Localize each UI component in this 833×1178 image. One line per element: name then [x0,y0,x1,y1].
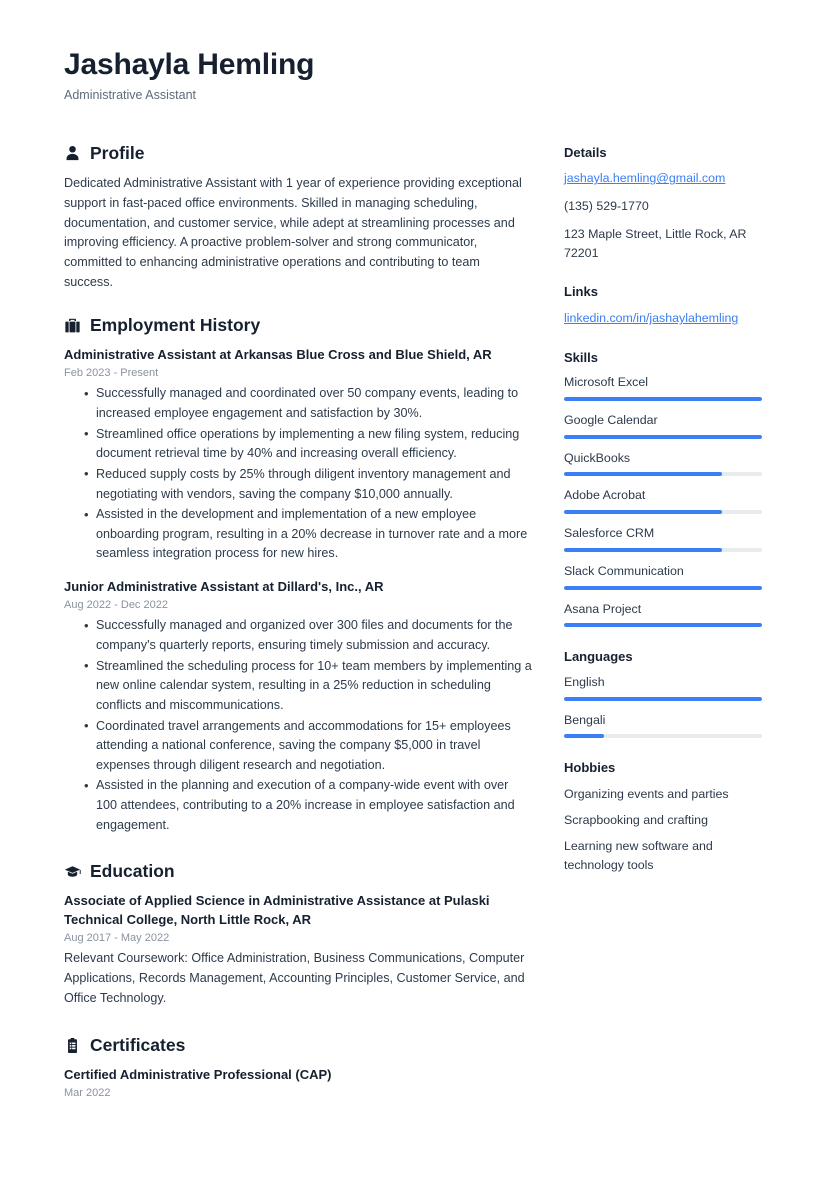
section-education-title: Education [90,861,175,882]
bullet-item: • Coordinated travel arrangements and accommodations for 15+ employees attending a national conference, saving the company $5,000 in travel expenses through diligent research and negotiation. [84,717,532,776]
sidebar-languages-title: Languages [564,649,633,665]
employment-entry-date: Feb 2023 - Present [64,366,159,379]
resume-body [64,143,775,1124]
bullet-item: • Streamlined the scheduling process for 10+ team members by implementing a new online calendar system, resulting in a 25% reduction in scheduling conflicts and miscommunications. [84,657,532,716]
skill-row [564,601,774,628]
skill-fill [564,510,722,514]
sidebar-languages [564,649,774,738]
certificate-entry-title: Certified Administrative Professional (CAP) [64,1067,332,1083]
education-entry-title: Associate of Applied Science in Administrative Assistance at Pulaski Technical College, North Little Rock, AR [64,893,490,928]
education-entry-date: Aug 2017 - May 2022 [64,932,170,945]
certificate-entry-date: Mar 2022 [64,1086,111,1099]
sidebar-skills [564,350,774,628]
candidate-job-title: Administrative Assistant [64,87,196,102]
skill-fill [564,397,762,401]
section-education [64,861,532,1009]
clipboard-icon [64,1037,81,1054]
skill-label: Asana Project [564,601,642,616]
person-icon [64,145,81,162]
bullet-item: • Successfully managed and organized over 300 files and documents for the company's quarterly reports, ensuring timely submission and accuracy. [84,616,532,655]
skill-fill [564,623,762,627]
sidebar-details [564,145,774,263]
certificate-entry [64,1066,532,1101]
section-certificates [64,1035,532,1101]
sidebar-hobbies [564,760,774,874]
language-label: Bengali [564,712,606,727]
skill-fill [564,548,722,552]
skill-label: Slack Communication [564,563,684,578]
phone-text: (135) 529-1770 [564,198,649,213]
skill-track [564,435,762,439]
language-label: English [564,675,605,690]
sidebar-skills-title: Skills [564,349,598,365]
language-track [564,734,762,738]
address-text: 123 Maple Street, Little Rock, AR 72201 [564,226,747,260]
hobby-item: Scrapbooking and crafting [564,812,708,827]
section-education-header [64,861,532,882]
section-profile-header [64,143,532,164]
section-profile-title: Profile [90,142,145,163]
bullet-item: • Assisted in the planning and execution of a company-wide event with over 100 attendees, contributing to a 20% increase in employee satisfaction and engagement. [84,776,532,835]
section-employment-header [64,315,532,336]
skill-fill [564,586,762,590]
skill-row [564,374,774,401]
skill-row [564,412,774,439]
main-column [64,143,532,1124]
language-row [564,712,774,739]
sidebar-links-title: Links [564,284,598,300]
skill-label: Adobe Acrobat [564,488,646,503]
bullet-item: • Assisted in the development and implementation of a new employee onboarding program, resulting in a 20% decrease in turnover rate and a more seamless integration process for new hires. [84,505,532,564]
skill-fill [564,472,722,476]
email-link[interactable]: jashayla.hemling@gmail.com [564,171,726,186]
skill-track [564,510,762,514]
hobby-item: Learning new software and technology tools [564,838,713,872]
skill-row [564,487,774,514]
language-fill [564,734,604,738]
language-row [564,674,774,701]
sidebar-column [564,143,774,897]
section-employment [64,315,532,835]
skill-label: QuickBooks [564,450,631,465]
employment-entry-bullets [64,616,532,835]
skill-fill [564,435,762,439]
employment-entry [64,346,532,564]
employment-entry-date: Aug 2022 - Dec 2022 [64,598,168,611]
resume-header [64,48,775,103]
skill-track [564,623,762,627]
graduation-cap-icon [64,863,81,880]
education-entry [64,892,532,1009]
section-profile [64,143,532,293]
candidate-name: Jashayla Hemling [64,48,315,81]
briefcase-icon [64,317,81,334]
employment-entry-title: Administrative Assistant at Arkansas Blue Cross and Blue Shield, AR [64,347,492,363]
employment-entry-bullets [64,384,532,564]
skill-row [564,450,774,477]
linkedin-link[interactable]: linkedin.com/in/jashaylahemling [564,311,739,326]
skill-track [564,397,762,401]
skill-track [564,548,762,552]
skill-track [564,472,762,476]
skill-label: Microsoft Excel [564,375,648,390]
hobby-item: Organizing events and parties [564,787,729,802]
bullet-item: • Reduced supply costs by 25% through diligent inventory management and negotiating with vendors, saving the company $10,000 annually. [84,465,532,504]
skill-track [564,586,762,590]
skill-row [564,525,774,552]
profile-text: Dedicated Administrative Assistant with 1 year of experience providing exceptional support in fast-paced office environments. Skilled in managing scheduling, documentation, and customer service, while adept at streamlining processes and improving efficiency. A proactive problem-solver and strong communicator, committed to enhancing administrative operations and contributing to team success. [64,175,522,290]
section-employment-title: Employment History [90,315,261,336]
sidebar-details-title: Details [564,144,607,160]
section-certificates-title: Certificates [90,1035,186,1056]
skill-label: Google Calendar [564,413,658,428]
bullet-item: • Streamlined office operations by implementing a new filing system, reducing document retrieval time by 40% and increasing overall efficiency. [84,425,532,464]
language-track [564,697,762,701]
employment-entry-title: Junior Administrative Assistant at Dillard's, Inc., AR [64,579,384,595]
bullet-item: • Successfully managed and coordinated over 50 company events, leading to increased employee engagement and satisfaction by 30%. [84,384,532,423]
skill-row [564,563,774,590]
language-fill [564,697,762,701]
skill-label: Salesforce CRM [564,526,655,541]
section-certificates-header [64,1035,532,1056]
sidebar-links [564,284,774,327]
education-entry-description: Relevant Coursework: Office Administration, Business Communications, Computer Applications, Records Management, Accounting Principles, Customer Service, and Office Technology. [64,951,525,1006]
employment-entry [64,578,532,835]
sidebar-hobbies-title: Hobbies [564,760,616,776]
